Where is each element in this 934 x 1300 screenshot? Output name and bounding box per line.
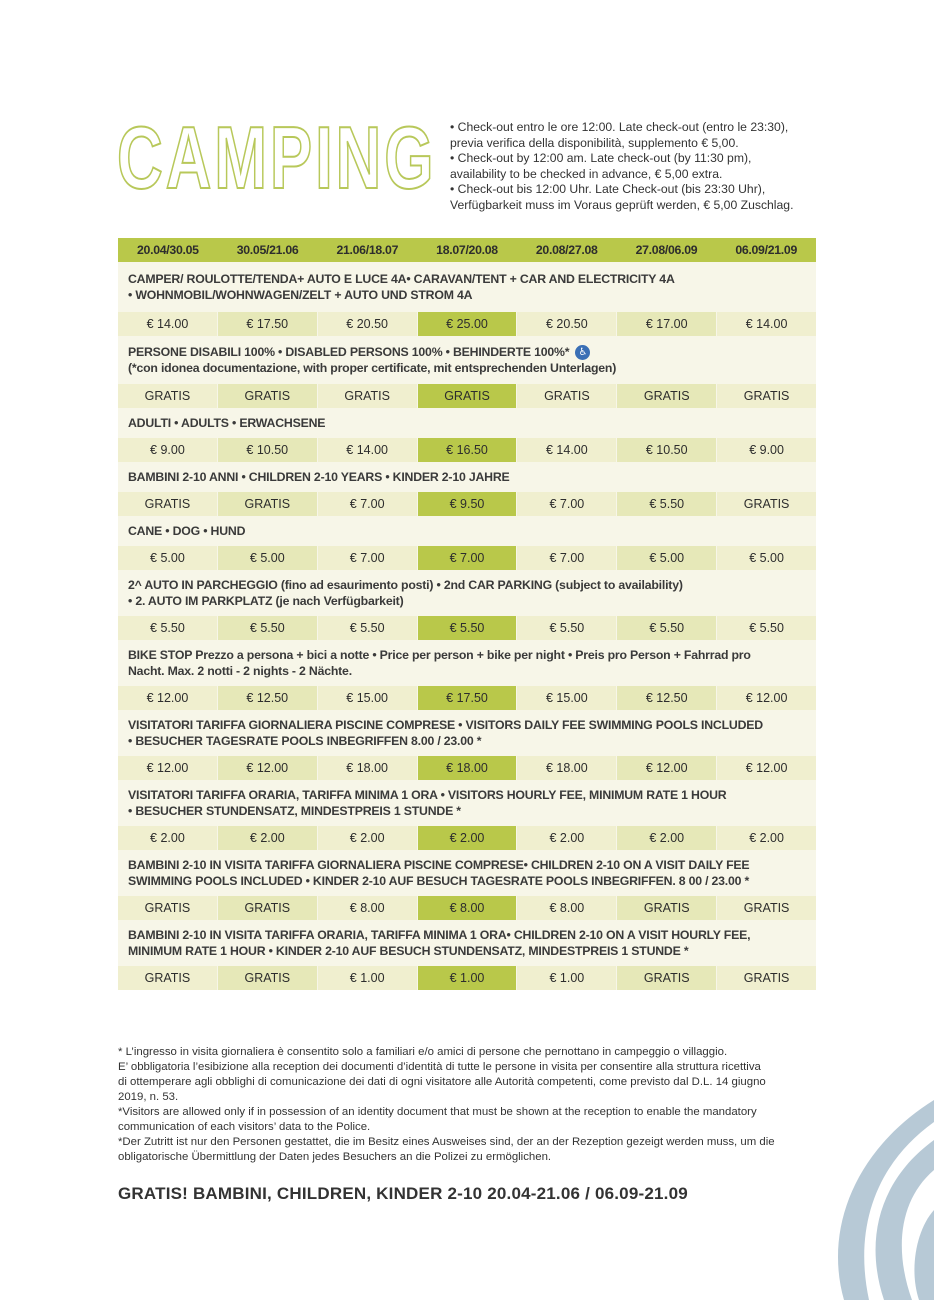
price-cell: GRATIS bbox=[517, 384, 617, 408]
row-label-text: Nacht. Max. 2 notti - 2 nights - 2 Nächte. bbox=[128, 664, 352, 678]
price-cell: € 20.50 bbox=[318, 312, 418, 336]
price-row bbox=[118, 546, 816, 570]
price-cell: GRATIS bbox=[118, 492, 218, 516]
row-label-line bbox=[128, 415, 808, 431]
row-label-line bbox=[128, 787, 808, 803]
footnote-line: *Visitors are allowed only if in possession of an identity document that must be shown at the reception to enable the mandatory bbox=[118, 1106, 757, 1118]
checkout-line: Verfügbarkeit muss im Voraus geprüft werden, € 5,00 Zuschlag. bbox=[450, 197, 794, 212]
row-label-text: BIKE STOP Prezzo a persona + bici a notte • Price per person + bike per night • Preis pro Person + Fahrrad pro bbox=[128, 648, 751, 662]
price-cell: GRATIS bbox=[218, 384, 318, 408]
price-cell: € 12.00 bbox=[218, 756, 318, 780]
row-label-text: BAMBINI 2-10 IN VISITA TARIFFA GIORNALIERA PISCINE COMPRESE• CHILDREN 2-10 ON A VISIT DAILY FEE bbox=[128, 858, 750, 872]
row-label-text: VISITATORI TARIFFA GIORNALIERA PISCINE COMPRESE • VISITORS DAILY FEE SWIMMING POOLS INCLUDED bbox=[128, 718, 763, 732]
price-cell: € 10.50 bbox=[617, 438, 717, 462]
checkout-line: • Check-out by 12:00 am. Late check-out (by 11:30 pm), bbox=[450, 151, 752, 166]
price-cell: € 5.50 bbox=[218, 616, 318, 640]
row-label-text: SWIMMING POOLS INCLUDED • KINDER 2-10 AUF BESUCH TAGESRATE POOLS INBEGRIFFEN. 8 00 / 23.00 * bbox=[128, 874, 750, 888]
price-cell: € 16.50 bbox=[418, 438, 518, 462]
checkout-line: availability to be checked in advance, € 5,00 extra. bbox=[450, 166, 723, 181]
price-cell: € 5.50 bbox=[118, 616, 218, 640]
price-cell: € 2.00 bbox=[717, 826, 816, 850]
row-label-text: • WOHNMOBIL/WOHNWAGEN/ZELT + AUTO UND STROM 4A bbox=[128, 288, 473, 302]
price-cell: GRATIS bbox=[617, 896, 717, 920]
price-cell: € 5.50 bbox=[717, 616, 816, 640]
price-cell: € 1.00 bbox=[318, 966, 418, 990]
row-label bbox=[118, 462, 816, 492]
price-cell: € 12.00 bbox=[717, 686, 816, 710]
price-cell: € 12.00 bbox=[118, 756, 218, 780]
price-cell: € 15.00 bbox=[318, 686, 418, 710]
price-cell: € 8.00 bbox=[517, 896, 617, 920]
price-cell: € 25.00 bbox=[418, 312, 518, 336]
price-cell: GRATIS bbox=[617, 966, 717, 990]
row-label-text: PERSONE DISABILI 100% • DISABLED PERSONS 100% • BEHINDERTE 100%* bbox=[128, 344, 570, 359]
price-row bbox=[118, 686, 816, 710]
price-table bbox=[118, 238, 816, 990]
price-cell: GRATIS bbox=[118, 966, 218, 990]
price-cell: € 2.00 bbox=[617, 826, 717, 850]
price-cell: GRATIS bbox=[717, 966, 816, 990]
price-cell: € 12.00 bbox=[118, 686, 218, 710]
row-label-text: BAMBINI 2-10 IN VISITA TARIFFA ORARIA, TARIFFA MINIMA 1 ORA• CHILDREN 2-10 ON A VISIT HOURLY FEE, bbox=[128, 928, 751, 942]
checkout-notes bbox=[450, 120, 830, 214]
price-cell: € 1.00 bbox=[517, 966, 617, 990]
price-cell: € 9.00 bbox=[717, 438, 816, 462]
price-cell: € 7.00 bbox=[517, 546, 617, 570]
row-label-text: MINIMUM RATE 1 HOUR • KINDER 2-10 AUF BESUCH STUNDENSATZ, MINDESTPREIS 1 STUNDE * bbox=[128, 944, 689, 958]
wheelchair-icon: ♿ bbox=[575, 345, 590, 360]
price-cell: € 20.50 bbox=[517, 312, 617, 336]
price-cell: € 5.50 bbox=[617, 616, 717, 640]
price-cell: € 18.00 bbox=[517, 756, 617, 780]
price-row bbox=[118, 438, 816, 462]
price-row bbox=[118, 384, 816, 408]
checkout-line: previa verifica della disponibilità, supplemento € 5,00. bbox=[450, 135, 739, 150]
row-label bbox=[118, 336, 816, 384]
row-label-line bbox=[128, 647, 808, 663]
price-cell: GRATIS bbox=[717, 492, 816, 516]
price-cell: € 18.00 bbox=[418, 756, 518, 780]
row-label-text: 2^ AUTO IN PARCHEGGIO (fino ad esaurimento posti) • 2nd CAR PARKING (subject to availability) bbox=[128, 578, 683, 592]
price-cell: GRATIS bbox=[218, 966, 318, 990]
price-row bbox=[118, 312, 816, 336]
price-cell: € 2.00 bbox=[517, 826, 617, 850]
price-cell: € 18.00 bbox=[318, 756, 418, 780]
price-cell: GRATIS bbox=[218, 492, 318, 516]
row-label-text: BAMBINI 2-10 ANNI • CHILDREN 2-10 YEARS • KINDER 2-10 JAHRE bbox=[128, 470, 510, 484]
price-cell: GRATIS bbox=[717, 896, 816, 920]
price-cell: € 7.00 bbox=[418, 546, 518, 570]
price-cell: € 2.00 bbox=[418, 826, 518, 850]
period-header: 06.09/21.09 bbox=[735, 243, 797, 257]
row-label-line bbox=[128, 344, 808, 360]
price-cell: € 14.00 bbox=[717, 312, 816, 336]
price-row bbox=[118, 896, 816, 920]
price-cell: € 5.50 bbox=[517, 616, 617, 640]
price-cell: GRATIS bbox=[717, 384, 816, 408]
price-cell: € 9.00 bbox=[118, 438, 218, 462]
price-cell: € 2.00 bbox=[118, 826, 218, 850]
row-label-line bbox=[128, 271, 808, 287]
price-cell: € 5.00 bbox=[118, 546, 218, 570]
footnote-line: E’ obbligatoria l’esibizione alla reception dei documenti d’identità di tutte le persone in visita per consentire alla struttura ricettiva bbox=[118, 1061, 761, 1073]
price-row bbox=[118, 492, 816, 516]
price-cell: € 2.00 bbox=[218, 826, 318, 850]
price-cell: € 14.00 bbox=[118, 312, 218, 336]
row-label bbox=[118, 850, 816, 896]
price-cell: € 17.50 bbox=[218, 312, 318, 336]
price-row bbox=[118, 616, 816, 640]
price-cell: € 17.50 bbox=[418, 686, 518, 710]
period-header: 20.04/30.05 bbox=[137, 243, 199, 257]
row-label-text: VISITATORI TARIFFA ORARIA, TARIFFA MINIMA 1 ORA • VISITORS HOURLY FEE, MINIMUM RATE 1 HOUR bbox=[128, 788, 727, 802]
price-cell: GRATIS bbox=[318, 384, 418, 408]
row-label-line bbox=[128, 663, 808, 679]
price-cell: GRATIS bbox=[118, 896, 218, 920]
price-cell: € 12.50 bbox=[218, 686, 318, 710]
price-cell: € 14.00 bbox=[318, 438, 418, 462]
row-label-line bbox=[128, 733, 808, 749]
price-cell: € 15.00 bbox=[517, 686, 617, 710]
price-cell: € 10.50 bbox=[218, 438, 318, 462]
row-label-text: • BESUCHER TAGESRATE POOLS INBEGRIFFEN 8.00 / 23.00 * bbox=[128, 734, 482, 748]
price-cell: € 7.00 bbox=[517, 492, 617, 516]
row-label-line bbox=[128, 577, 808, 593]
price-row bbox=[118, 826, 816, 850]
footnote-line: 2019, n. 53. bbox=[118, 1091, 179, 1103]
period-header-row bbox=[118, 238, 816, 262]
row-label-text: ADULTI • ADULTS • ERWACHSENE bbox=[128, 416, 326, 430]
price-cell: € 5.50 bbox=[617, 492, 717, 516]
price-cell: € 12.00 bbox=[717, 756, 816, 780]
checkout-line: • Check-out entro le ore 12:00. Late check-out (entro le 23:30), bbox=[450, 120, 789, 134]
row-label-line bbox=[128, 803, 808, 819]
price-cell: € 7.00 bbox=[318, 492, 418, 516]
period-header: 27.08/06.09 bbox=[635, 243, 698, 257]
footnote-line: communication of each visitors’ data to the Police. bbox=[118, 1121, 371, 1133]
price-cell: € 1.00 bbox=[418, 966, 518, 990]
price-cell: € 8.00 bbox=[318, 896, 418, 920]
row-label bbox=[118, 780, 816, 826]
price-cell: € 8.00 bbox=[418, 896, 518, 920]
footnote-line: di ottemperare agli obblighi di comunicazione dei dati di ogni visitatore alle Autorità competenti, come previsto dal D.L. 14 giugno bbox=[118, 1076, 766, 1088]
row-label-line bbox=[128, 857, 808, 873]
row-label-text: • BESUCHER STUNDENSATZ, MINDESTPREIS 1 STUNDE * bbox=[128, 804, 461, 818]
price-cell: € 5.00 bbox=[717, 546, 816, 570]
price-cell: € 12.50 bbox=[617, 686, 717, 710]
period-header: 20.08/27.08 bbox=[535, 243, 598, 257]
price-cell: GRATIS bbox=[218, 896, 318, 920]
period-header: 18.07/20.08 bbox=[436, 243, 498, 257]
row-label bbox=[118, 516, 816, 546]
price-cell: GRATIS bbox=[418, 384, 518, 408]
row-label bbox=[118, 262, 816, 312]
footnotes bbox=[118, 1045, 838, 1165]
row-label-line bbox=[128, 593, 808, 609]
row-label-text: CANE • DOG • HUND bbox=[128, 524, 246, 538]
price-cell: € 14.00 bbox=[517, 438, 617, 462]
row-label bbox=[118, 408, 816, 438]
row-label-line bbox=[128, 523, 808, 539]
footnote-line: obligatorische Übermittlung der Daten jedes Besuchers an die Polizei zu ermöglichen. bbox=[118, 1151, 552, 1163]
price-cell: GRATIS bbox=[118, 384, 218, 408]
children-free-banner: GRATIS! BAMBINI, CHILDREN, KINDER 2-10 20.04-21.06 / 06.09-21.09 bbox=[118, 1184, 688, 1203]
wave-decoration bbox=[824, 1070, 934, 1300]
row-label-line bbox=[128, 873, 808, 889]
price-cell: € 5.50 bbox=[418, 616, 518, 640]
row-label-line bbox=[128, 927, 808, 943]
row-label-line bbox=[128, 943, 808, 959]
row-label bbox=[118, 920, 816, 966]
price-cell: € 2.00 bbox=[318, 826, 418, 850]
footnote-line: *Der Zutritt ist nur den Personen gestattet, die im Besitz eines Ausweises sind, der an der Rezeption gezeigt werden muss, um die bbox=[118, 1136, 775, 1148]
row-label-line bbox=[128, 717, 808, 733]
row-label-line bbox=[128, 469, 808, 485]
price-row bbox=[118, 966, 816, 990]
row-label bbox=[118, 570, 816, 616]
period-header: 30.05/21.06 bbox=[236, 243, 299, 257]
row-label bbox=[118, 640, 816, 686]
price-cell: € 5.00 bbox=[617, 546, 717, 570]
wave-stripe bbox=[914, 1210, 934, 1300]
price-cell: € 12.00 bbox=[617, 756, 717, 780]
price-cell: € 9.50 bbox=[418, 492, 518, 516]
period-header: 21.06/18.07 bbox=[336, 243, 399, 257]
page-title: CAMPING bbox=[117, 108, 437, 207]
price-cell: € 7.00 bbox=[318, 546, 418, 570]
price-cell: € 5.00 bbox=[218, 546, 318, 570]
price-row bbox=[118, 756, 816, 780]
row-label-text: CAMPER/ ROULOTTE/TENDA+ AUTO E LUCE 4A• CARAVAN/TENT + CAR AND ELECTRICITY 4A bbox=[128, 272, 675, 286]
price-cell: € 5.50 bbox=[318, 616, 418, 640]
row-label bbox=[118, 710, 816, 756]
footnote-line: * L’ingresso in visita giornaliera è consentito solo a familiari e/o amici di persone che pernottano in campeggio o villaggio. bbox=[118, 1046, 728, 1058]
row-label-text: • 2. AUTO IM PARKPLATZ (je nach Verfügbarkeit) bbox=[128, 594, 404, 608]
price-cell: € 17.00 bbox=[617, 312, 717, 336]
price-cell: GRATIS bbox=[617, 384, 717, 408]
row-label-text: (*con idonea documentazione, with proper certificate, mit entsprechenden Unterlagen) bbox=[128, 361, 617, 376]
row-label-line bbox=[128, 287, 808, 303]
price-rows bbox=[118, 262, 816, 990]
checkout-line: • Check-out bis 12:00 Uhr. Late Check-out (bis 23:30 Uhr), bbox=[450, 182, 766, 197]
row-label-line bbox=[128, 360, 808, 376]
